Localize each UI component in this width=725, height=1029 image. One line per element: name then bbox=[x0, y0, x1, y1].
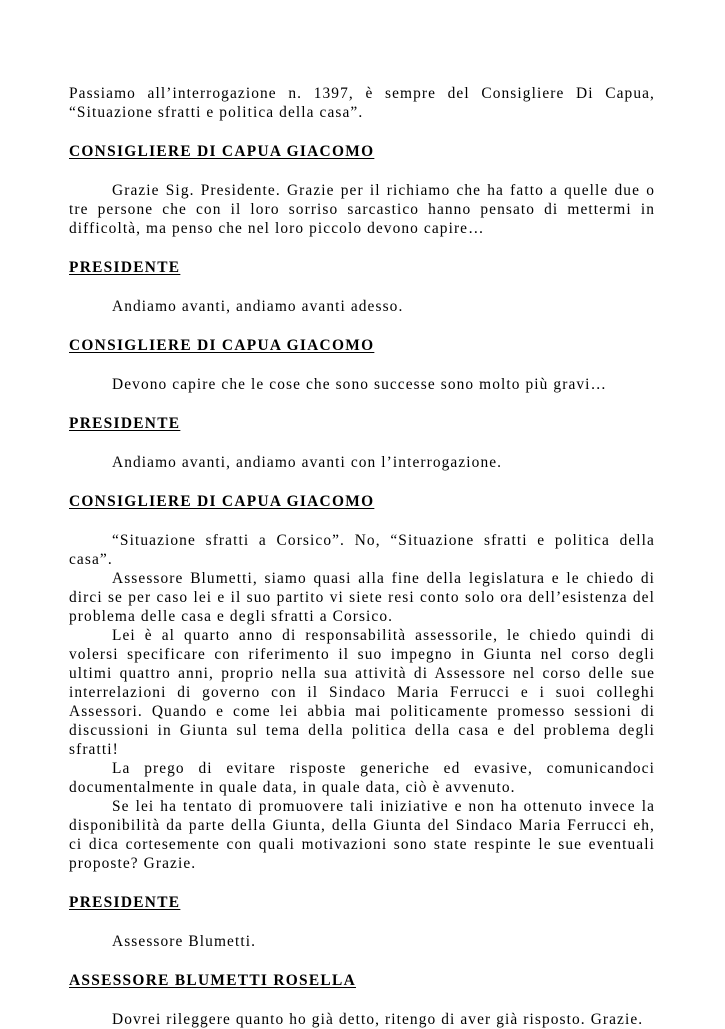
speaker-heading: PRESIDENTE bbox=[69, 259, 181, 276]
speech-paragraph: La prego di evitare risposte generiche ed evasive, comunicandoci documentalmente in quale data, in quale data, ciò è avvenuto. bbox=[69, 760, 655, 796]
speaker-heading: CONSIGLIERE DI CAPUA GIACOMO bbox=[69, 337, 375, 354]
speaker-heading: PRESIDENTE bbox=[69, 894, 181, 911]
document-page bbox=[69, 84, 655, 1029]
intro-paragraph: Passiamo all’interrogazione n. 1397, è sempre del Consigliere Di Capua, “Situazione sfratti e politica della casa”. bbox=[69, 85, 655, 121]
speech-paragraph: Dovrei rileggere quanto ho già detto, ritengo di aver già risposto. Grazie. bbox=[112, 1011, 644, 1028]
speech-paragraph: Andiamo avanti, andiamo avanti adesso. bbox=[112, 298, 404, 315]
speaker-heading: CONSIGLIERE DI CAPUA GIACOMO bbox=[69, 493, 375, 510]
speaker-heading: ASSESSORE BLUMETTI ROSELLA bbox=[69, 972, 356, 989]
speech-paragraph: Lei è al quarto anno di responsabilità assessorile, le chiedo quindi di volersi specificare con riferimento il suo impegno in Giunta nel corso degli ultimi quattro anni, proprio nella sua attività di Assessore nel corso delle sue interrelazioni di governo con il Sindaco Maria Ferrucci e i suoi colleghi Assessori. Quando e come lei abbia mai politicamente promesso sessioni di discussioni in Giunta sul tema della politica della casa e del problema degli sfratti! bbox=[69, 627, 655, 758]
speech-paragraph: “Situazione sfratti a Corsico”. No, “Situazione sfratti e politica della casa”. bbox=[69, 532, 655, 568]
speech-paragraph: Se lei ha tentato di promuovere tali iniziative e non ha ottenuto invece la disponibilità da parte della Giunta, della Giunta del Sindaco Maria Ferrucci eh, ci dica cortesemente con quali motivazioni sono state respinte le sue eventuali proposte? Grazie. bbox=[69, 798, 655, 872]
speech-paragraph: Assessore Blumetti. bbox=[112, 933, 257, 950]
speech-paragraph: Devono capire che le cose che sono successe sono molto più gravi… bbox=[112, 376, 608, 393]
speaker-heading: PRESIDENTE bbox=[69, 415, 181, 432]
speech-paragraph: Grazie Sig. Presidente. Grazie per il richiamo che ha fatto a quelle due o tre persone che con il loro sorriso sarcastico hanno pensato di mettermi in difficoltà, ma penso che nel loro piccolo devono capire… bbox=[69, 182, 655, 237]
speech-paragraph: Assessore Blumetti, siamo quasi alla fine della legislatura e le chiedo di dirci se per caso lei e il suo partito vi siete resi conto solo ora dell’esistenza del problema delle casa e degli sfratti a Corsico. bbox=[69, 570, 655, 625]
speaker-heading: CONSIGLIERE DI CAPUA GIACOMO bbox=[69, 143, 375, 160]
speech-paragraph: Andiamo avanti, andiamo avanti con l’interrogazione. bbox=[112, 454, 503, 471]
